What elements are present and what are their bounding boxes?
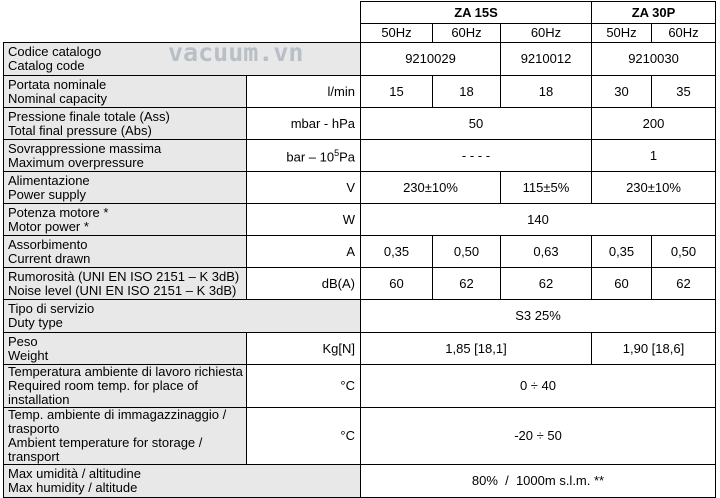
value-cell: 9210012: [501, 43, 592, 76]
value-cell: 200: [592, 108, 716, 140]
param-label: [4, 300, 361, 333]
unit-base: bar – 10: [286, 149, 335, 165]
value-cell: 230±10%: [592, 172, 716, 204]
value-cell: 140: [361, 204, 716, 236]
label-it: Alimentazione: [8, 172, 90, 188]
label-en: Motor power *: [8, 218, 89, 234]
label-en: Duty type: [8, 315, 63, 330]
label-en: Nominal capacity: [8, 90, 107, 106]
label-it: Codice catalogo: [8, 44, 102, 59]
value-cell: 50: [361, 108, 592, 140]
model-za15s: ZA 15S: [361, 2, 592, 24]
spec-table: [3, 1, 716, 498]
label-it: Tipo di servizio: [8, 301, 95, 316]
row-storage-temp: [4, 408, 716, 465]
unit-cell: [247, 140, 361, 172]
label-it: Assorbimento: [8, 236, 88, 252]
row-duty-type: [4, 300, 716, 333]
param-label: [4, 236, 247, 268]
value-cell: 18: [501, 76, 592, 108]
value-cell: 60: [361, 268, 433, 300]
model-za30p: ZA 30P: [592, 2, 716, 24]
label-en: Weight: [8, 347, 49, 363]
label-en: Ambient temperature for storage / transport: [8, 435, 203, 464]
label-en: Catalog code: [8, 58, 85, 73]
label-it: Portata nominale: [8, 76, 107, 92]
label-it: Peso: [8, 333, 38, 349]
freq-cell: 50Hz: [592, 24, 652, 43]
value-cell: 15: [361, 76, 433, 108]
freq-cell: 60Hz: [433, 24, 501, 43]
row-noise: [4, 268, 716, 300]
model-header-row: [4, 2, 716, 24]
freq-cell: 60Hz: [501, 24, 592, 43]
value-cell: 230±10%: [361, 172, 501, 204]
value-cell: 0,63: [501, 236, 592, 268]
unit-cell: A: [247, 236, 361, 268]
unit-exponent: 5: [334, 148, 340, 159]
param-label: [4, 76, 247, 108]
label-en: Noise level (UNI EN ISO 2151 – K 3dB): [8, 282, 237, 298]
param-label: [4, 108, 247, 140]
unit-cell: mbar - hPa: [247, 108, 361, 140]
row-humidity: [4, 465, 716, 498]
value-cell: 115±5%: [501, 172, 592, 204]
value-cell: -20 ÷ 50: [361, 408, 716, 465]
label-en: Total final pressure (Abs): [8, 122, 152, 138]
value-cell: 62: [433, 268, 501, 300]
row-motor-power: [4, 204, 716, 236]
row-overpressure: [4, 140, 716, 172]
value-cell: 18: [433, 76, 501, 108]
value-cell: 9210030: [592, 43, 716, 76]
label-it: Rumorosità (UNI EN ISO 2151 – K 3dB): [8, 268, 240, 284]
label-it: Pressione finale totale (Ass): [8, 108, 170, 124]
unit-cell: °C: [247, 408, 361, 465]
value-cell: 9210029: [361, 43, 501, 76]
unit-cell: °C: [247, 365, 361, 408]
row-weight: [4, 333, 716, 365]
unit-cell: Kg[N]: [247, 333, 361, 365]
label-en: Maximum overpressure: [8, 154, 144, 170]
row-ambient-temp: [4, 365, 716, 408]
label-en: Power supply: [8, 186, 87, 202]
row-catalog-code: [4, 43, 716, 76]
watermark-text: vacuum.vn: [168, 38, 304, 67]
unit-tail: Pa: [339, 149, 355, 165]
value-cell: 1,90 [18,6]: [592, 333, 716, 365]
value-cell: 0,50: [652, 236, 716, 268]
unit-cell: V: [247, 172, 361, 204]
label-it: Temperatura ambiente di lavoro richiesta: [8, 364, 243, 379]
param-label: [4, 365, 247, 408]
label-it: Temp. ambiente di immagazzinaggio / trasporto: [8, 407, 227, 436]
value-cell: 0,35: [592, 236, 652, 268]
value-cell: 30: [592, 76, 652, 108]
row-power-supply: [4, 172, 716, 204]
unit-cell: l/min: [247, 76, 361, 108]
value-cell: 62: [652, 268, 716, 300]
label-en: Required room temp. for place of installation: [8, 378, 199, 407]
value-cell: 35: [652, 76, 716, 108]
label-it: Sovrappressione massima: [8, 140, 162, 156]
value-cell: 60: [592, 268, 652, 300]
freq-cell: 50Hz: [361, 24, 433, 43]
freq-cell: 60Hz: [652, 24, 716, 43]
value-cell: 0 ÷ 40: [361, 365, 716, 408]
param-label: [4, 268, 247, 300]
param-label: [4, 333, 247, 365]
label-it: Max umidità / altitudine: [8, 466, 141, 481]
value-cell: 1: [592, 140, 716, 172]
value-cell: 1,85 [18,1]: [361, 333, 592, 365]
value-cell: 0,35: [361, 236, 433, 268]
unit-cell: dB(A): [247, 268, 361, 300]
row-current: [4, 236, 716, 268]
value-cell: S3 25%: [361, 300, 716, 333]
row-capacity: [4, 76, 716, 108]
label-en: Max humidity / altitude: [8, 480, 138, 495]
label-it: Potenza motore *: [8, 204, 109, 220]
param-label: [4, 140, 247, 172]
param-label: [4, 204, 247, 236]
param-label: [4, 172, 247, 204]
value-cell: 80% / 1000m s.l.m. **: [361, 465, 716, 498]
value-cell: - - - -: [361, 140, 592, 172]
value-cell: 62: [501, 268, 592, 300]
value-cell: 0,50: [433, 236, 501, 268]
param-label: [4, 408, 247, 465]
unit-cell: W: [247, 204, 361, 236]
label-en: Current drawn: [8, 250, 91, 266]
row-final-pressure: [4, 108, 716, 140]
param-label: [4, 465, 361, 498]
